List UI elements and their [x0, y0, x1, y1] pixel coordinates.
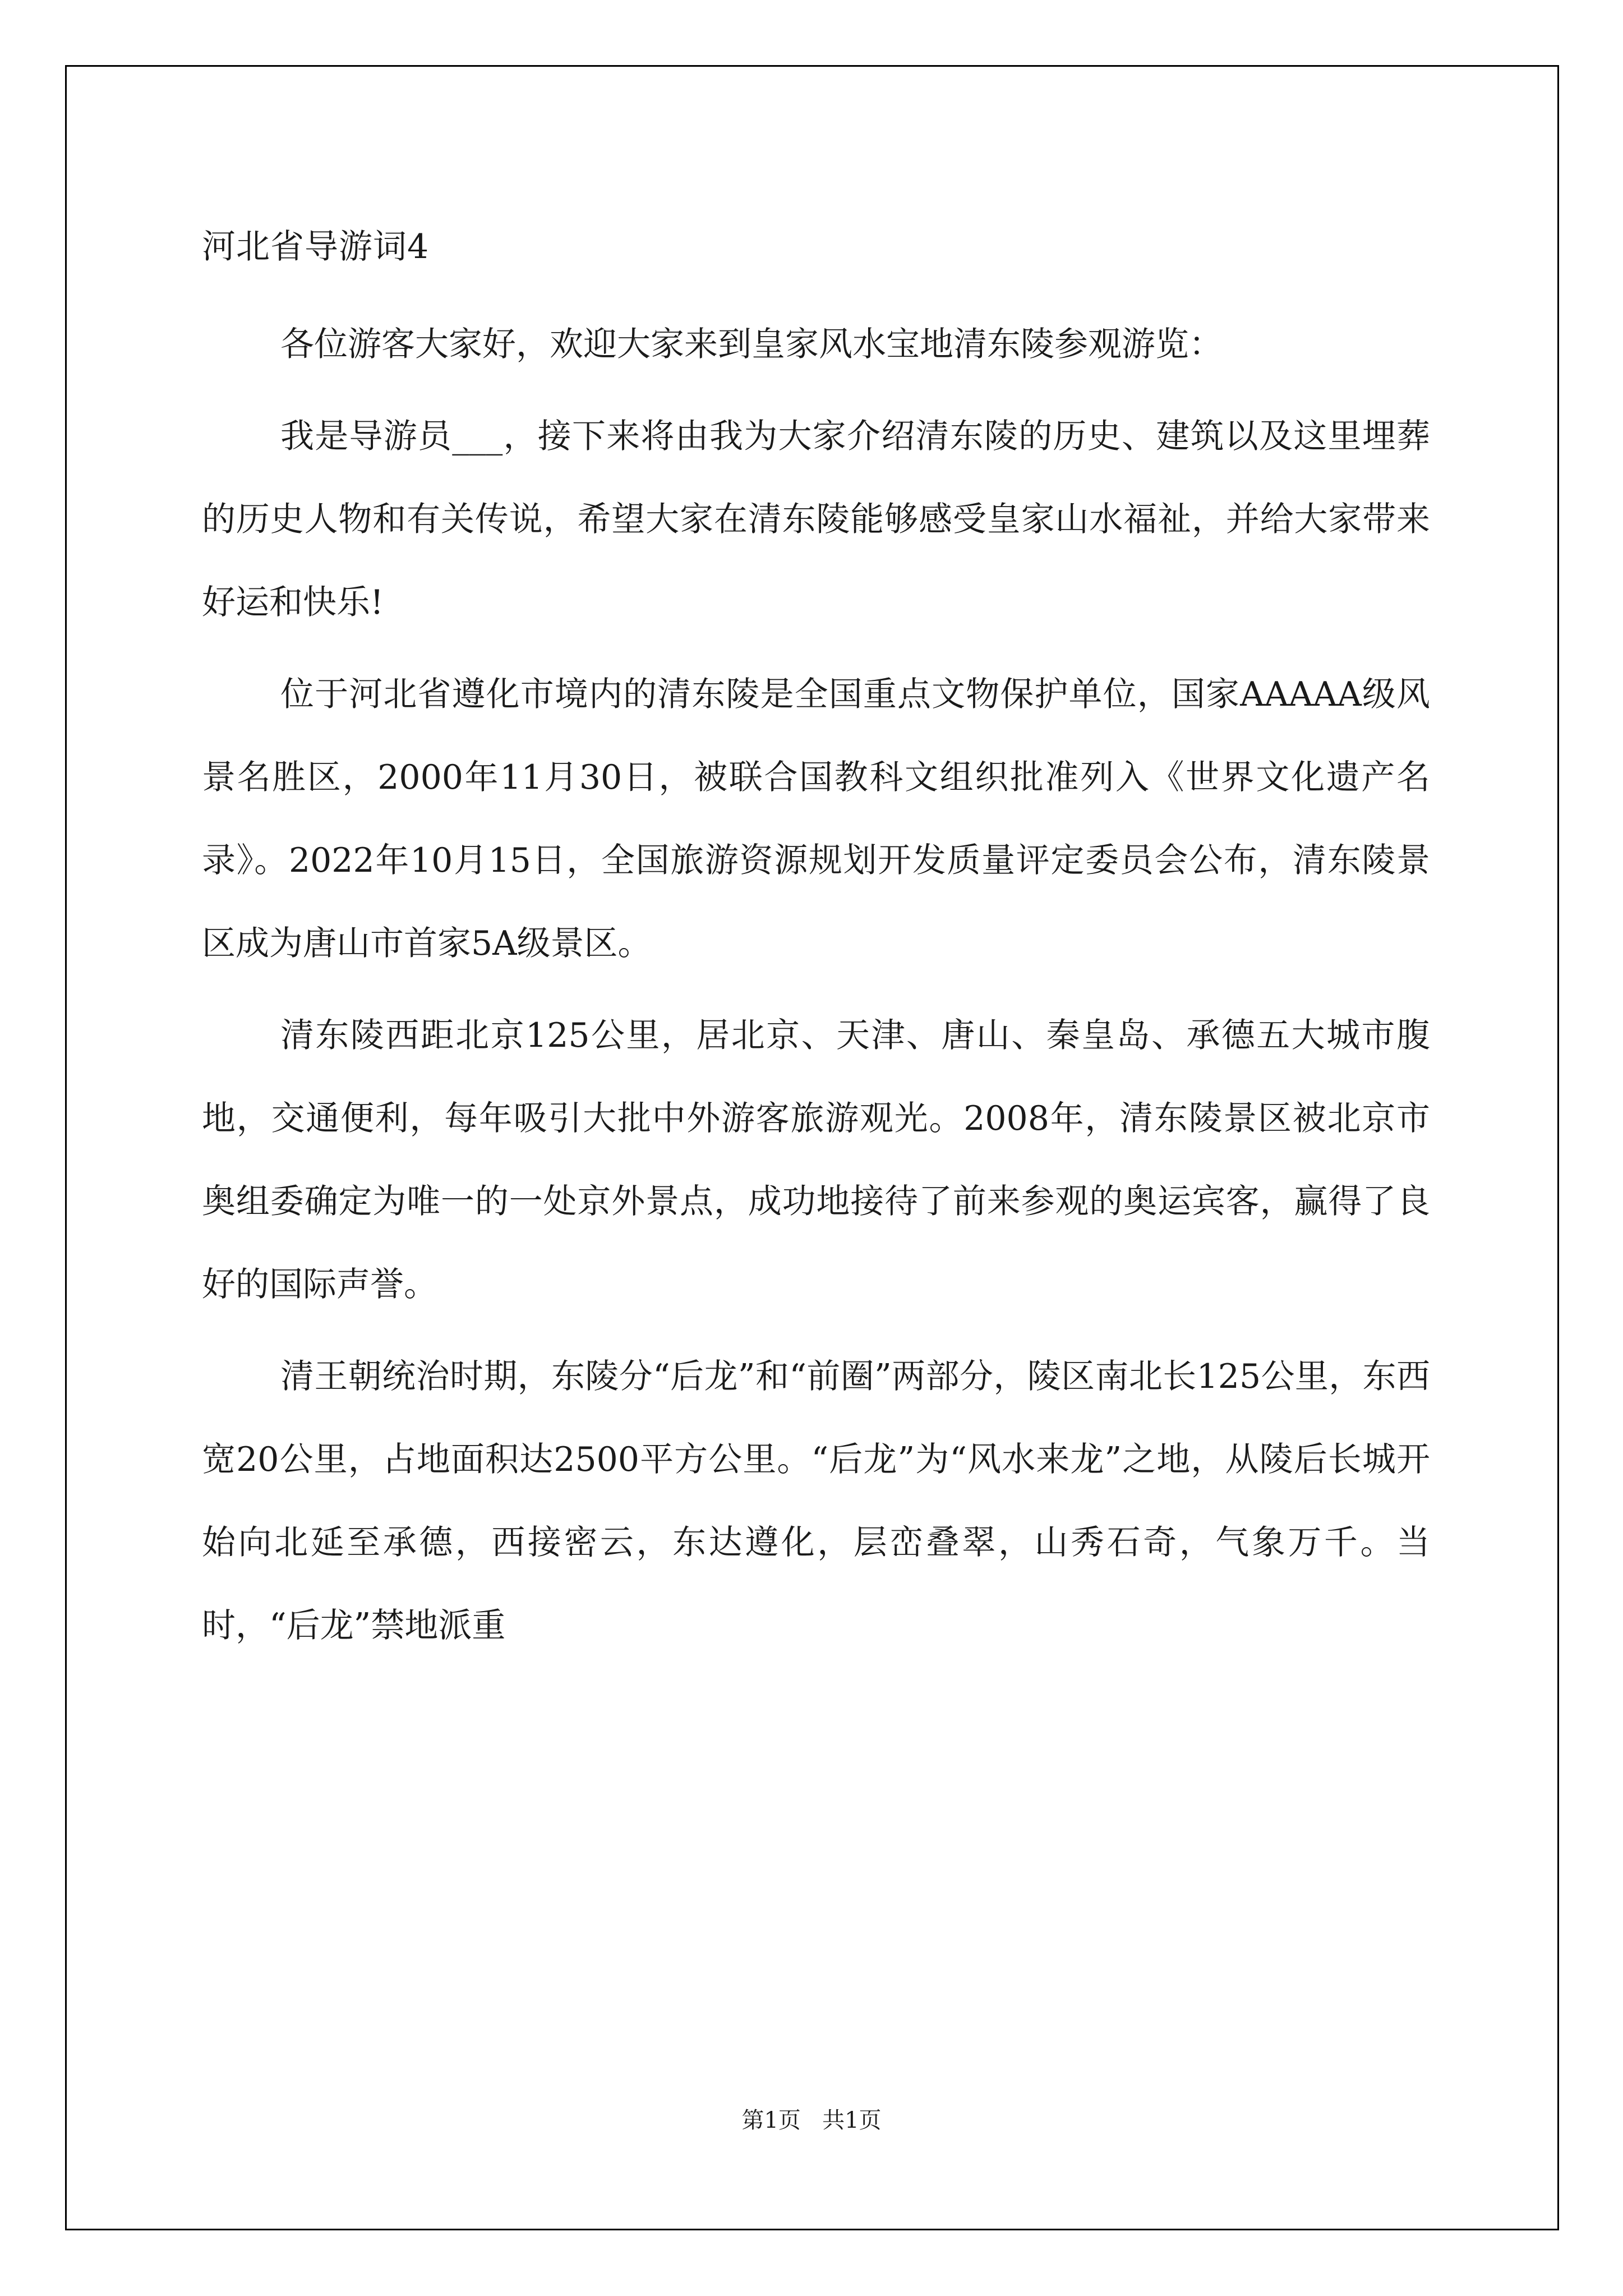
paragraph-greeting: 各位游客大家好，欢迎大家来到皇家风水宝地清东陵参观游览：	[280, 325, 1223, 364]
paragraph-introduction: 我是导游员___，接下来将由我为大家介绍清东陵的历史、建筑以及这里埋葬的历史人物和有关传说，希望大家在清东陵能够感受皇家山水福祉，并给大家带来好运和快乐!	[202, 417, 1430, 622]
page-footer	[0, 2106, 1623, 2134]
footer-spacer	[801, 2108, 822, 2133]
document-title: 河北省导游词4	[202, 227, 430, 266]
paragraph-history: 清王朝统治时期，东陵分“后龙”和“前圈”两部分，陵区南北长125公里，东西宽20公里，占地面积达2500平方公里。“后龙”为“风水来龙”之地，从陵后长城开始向北延至承德，西接密云，东达遵化，层峦叠翠，山秀石奇，气象万千。当时，“后龙”禁地派重	[202, 1357, 1430, 1645]
document-body	[202, 208, 1430, 1676]
paragraph-location: 位于河北省遵化市境内的清东陵是全国重点文物保护单位，国家AAAAA级风景名胜区，2000年11月30日，被联合国教科文组织批准列入《世界文化遗产名录》。2022年10月15日，全国旅游资源规划开发质量评定委员会公布，清东陵景区成为唐山市首家5A级景区。	[202, 675, 1430, 963]
page-number: 第1页	[741, 2108, 801, 2133]
paragraph-transport: 清东陵西距北京125公里，居北京、天津、唐山、秦皇岛、承德五大城市腹地，交通便利，每年吸引大批中外游客旅游观光。2008年，清东陵景区被北京市奥组委确定为唯一的一处京外景点，成功地接待了前来参观的奥运宾客，赢得了良好的国际声誉。	[202, 1016, 1430, 1304]
page-total: 共1页	[822, 2108, 882, 2133]
